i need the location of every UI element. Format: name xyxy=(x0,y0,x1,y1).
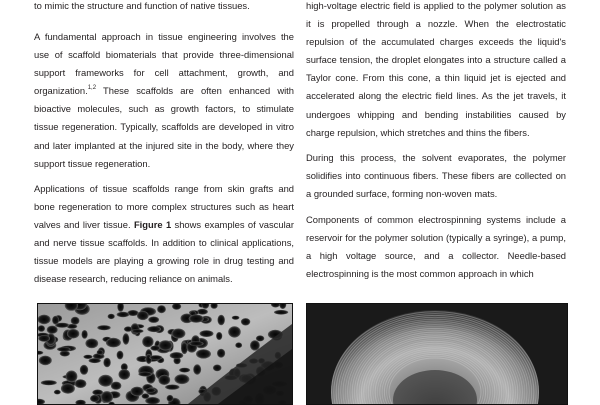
scaffold-pore xyxy=(101,391,113,403)
scaffold-pore xyxy=(89,358,101,363)
figure-left-image xyxy=(37,303,293,405)
scaffold-pore xyxy=(228,326,241,337)
scaffold-pore xyxy=(138,372,152,377)
scaffold-pore xyxy=(67,329,79,339)
scaffold-pore xyxy=(189,341,203,346)
scaffold-pore xyxy=(256,335,264,341)
scaffold-pore xyxy=(38,335,50,342)
scaffold-pore xyxy=(171,329,185,339)
scaffold-pore xyxy=(193,364,201,374)
scaffold-pore xyxy=(66,371,78,383)
left-paragraph-1-text-after: These scaffolds are often enhanced with bioactive molecules, such as growth factors, to stimulate tissue regeneration. Typically, scaffolds are developed in vitro and later implanted at the injured site in the body, where they support tissue regeneration. xyxy=(34,85,294,169)
left-paragraph-1-text-before: A fundamental approach in tissue engineering involves the use of scaffold biomaterials that provide three-dimensional support frameworks for cell attachment, growth, and organization. xyxy=(34,31,294,97)
citation-superscript: 1,2 xyxy=(87,85,97,92)
scaffold-pore xyxy=(41,380,57,385)
scaffold-pore xyxy=(218,315,225,326)
scaffold-pore xyxy=(148,317,159,323)
scaffold-pore xyxy=(55,323,69,328)
scaffold-pore xyxy=(232,316,240,320)
scaffold-pore xyxy=(90,395,100,402)
scaffold-pore xyxy=(108,314,115,319)
scaffold-pore xyxy=(235,342,242,348)
scaffold-pore xyxy=(179,368,190,373)
scaffold-pore xyxy=(189,315,204,323)
scaffold-pore xyxy=(123,333,130,344)
scaffold-pore xyxy=(111,382,122,390)
scaffold-pore xyxy=(97,350,104,355)
left-paragraph-2-text-after: shows examples of vascular and nerve tissue scaffolds. In addition to clinical applications, tissue models are playing a growing role in drug testing and disease research, reducing reliance on animals. xyxy=(34,219,295,285)
scaffold-pore xyxy=(167,395,174,402)
scaffold-pore xyxy=(165,385,179,390)
scaffold-pore xyxy=(174,374,189,384)
scaffold-pore xyxy=(61,383,75,393)
tubular-fiber-scaffold-micrograph xyxy=(307,304,567,404)
scaffold-pore xyxy=(97,325,110,330)
left-paragraph-2-text-before: Applications of tissue scaffolds range from skin grafts and bone regeneration to more complex structures such as heart valves and liver tissue. xyxy=(34,183,294,231)
scaffold-pore xyxy=(124,326,132,331)
scaffold-pore xyxy=(216,332,222,340)
scaffold-pore xyxy=(57,347,71,352)
scaffold-pore xyxy=(98,375,113,387)
scaffold-pore xyxy=(147,326,161,332)
figure-right-image xyxy=(306,303,568,405)
scaffold-pore xyxy=(38,325,45,332)
left-paragraph-1 xyxy=(34,28,294,173)
scaffold-pore xyxy=(142,393,150,398)
scaffold-pore xyxy=(157,305,166,313)
scaffold-pore xyxy=(217,349,225,358)
scaffold-pore xyxy=(137,311,149,320)
scaffold-pore xyxy=(39,356,52,366)
scaffold-pore xyxy=(131,387,144,397)
right-paragraph-top: high-voltage electric field is applied to the polymer solution as it is propelled through a nozzle. When the electrostatic repulsion of the accumulated charges exceeds the liquid's surface tension, the droplet elongates into a structure called a Taylor cone. From this cone, a thin liquid jet is ejected and accelerated along the electric field lines. As the jet travels, it undergoes whipping and bending instabilities caused by charge repulsion, which stretches and thins the fibers. xyxy=(306,0,566,138)
scaffold-pore xyxy=(106,338,121,348)
scaffold-pore xyxy=(196,349,211,358)
scaffold-pore xyxy=(83,355,92,359)
scaffold-pore xyxy=(213,365,222,372)
scaffold-pore xyxy=(119,369,131,380)
scaffold-pore xyxy=(54,390,61,395)
scaffold-pore xyxy=(274,310,288,315)
scaffold-pore xyxy=(117,351,124,360)
scaffold-pore xyxy=(52,316,59,325)
scaffold-pore xyxy=(82,330,88,339)
scaffold-pore xyxy=(149,355,162,360)
scaffold-pore xyxy=(200,330,214,337)
scaffold-pore xyxy=(103,358,110,368)
scaffold-pore xyxy=(142,336,153,347)
scaffold-pore xyxy=(75,379,87,388)
scaffold-pore xyxy=(158,375,170,385)
scaffold-pore xyxy=(170,352,184,359)
scaffold-pore xyxy=(159,340,173,350)
scaffold-pore xyxy=(38,315,51,325)
porous-scaffold-micrograph xyxy=(38,304,292,404)
right-paragraph-2: Components of common electrospinning systems include a reservoir for the polymer solution (typically a syringe), a pump, a high voltage source, and a collector. Needle-based electrospinning is the most common approach in which xyxy=(306,214,566,280)
scaffold-pore xyxy=(241,318,250,325)
scaffold-pore xyxy=(250,340,260,350)
scaffold-pore xyxy=(47,326,58,334)
left-paragraph-2 xyxy=(34,180,294,289)
left-paragraph-top: to mimic the structure and function of native tissues. xyxy=(34,0,250,11)
right-paragraph-1: During this process, the solvent evaporates, the polymer solidifies into continuous fibers. These fibers are collected on a grounded surface, forming non-woven mats. xyxy=(306,152,566,200)
scaffold-pore xyxy=(80,365,88,375)
figure-reference: Figure 1 xyxy=(133,219,172,231)
scaffold-pore xyxy=(85,339,98,349)
scaffold-pore xyxy=(132,329,144,333)
scaffold-pore xyxy=(117,312,130,317)
scaffold-pore xyxy=(145,388,155,393)
scaffold-pore xyxy=(71,317,80,325)
